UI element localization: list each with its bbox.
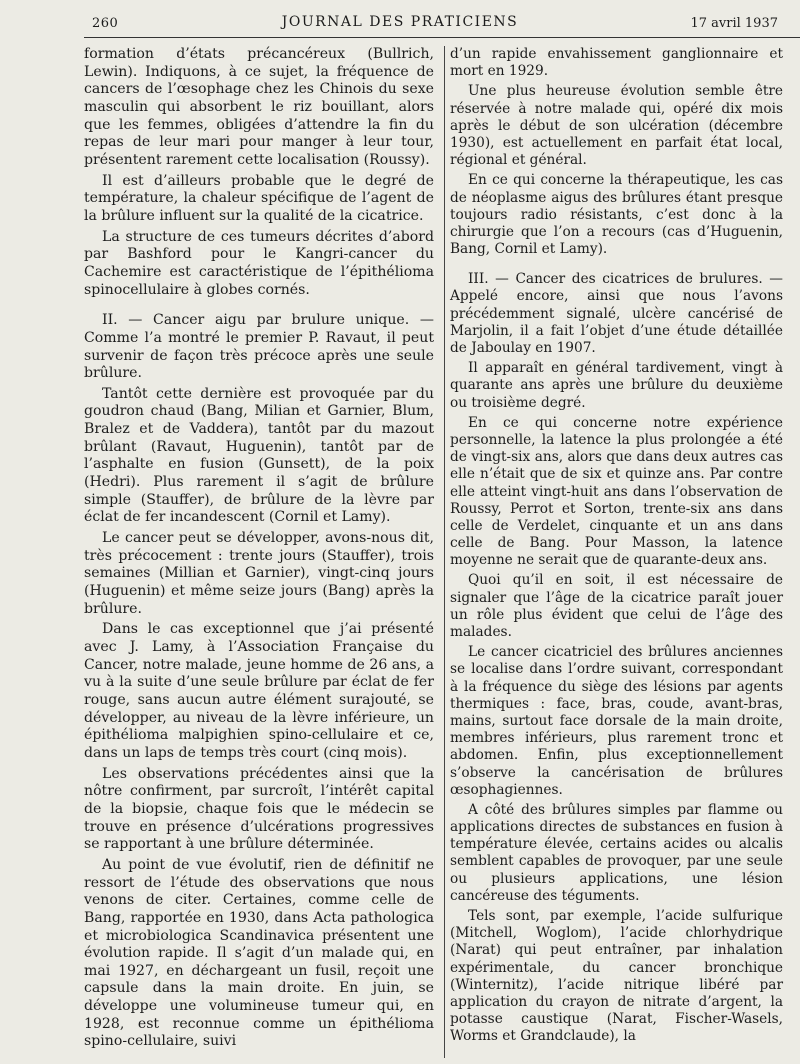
page-number: 260 (92, 16, 119, 31)
paragraph: Le cancer cicatriciel des brûlures anciennes se localise dans l’ordre suivant, correspondant à la fréquence du siège des lésions par agents thermiques : face, bras, coude, avant-bras, mains, surtout face dorsale de la main droite, membres inférieurs, plus rarement tronc et abdomen. Enfin, plus exceptionnellement s’observe la cancérisation de brûlures œsophagiennes. (450, 644, 783, 798)
left-column (84, 46, 434, 1051)
section-heading-paragraph: II. — Cancer aigu par brulure unique. — Comme l’a montré le premier P. Ravaut, il peut survenir de façon très précoce après une seule brûlure. (84, 312, 434, 382)
paragraph: Tantôt cette dernière est provoquée par du goudron chaud (Bang, Milian et Garnier, Blum, Bralez et de Vaddera), tantôt par du mazout brûlant (Ravaut, Huguenin), tantôt par de l’asphalte en fusion (Gunsett), de la poix (Hedri). Plus rarement il s’agit de brûlure simple (Stauffer), de brûlure de la lèvre par éclat de fer incandescent (Cornil et Lamy). (84, 385, 434, 526)
paragraph: Le cancer peut se développer, avons-nous dit, très précocement : trente jours (Stauffer), trois semaines (Millian et Garnier), vingt-cinq jours (Huguenin) et même seize jours (Bang) après la brûlure. (84, 530, 434, 617)
page-header (0, 0, 800, 40)
paragraph: Tels sont, par exemple, l’acide sulfurique (Mitchell, Woglom), l’acide chlorhydrique (Narat) qui peut entraîner, par inhalation expérimentale, du cancer bronchique (Winternitz), l’acide nitrique libéré par application du crayon de nitrate d’argent, la potasse caustique (Narat, Fischer-Wasels, Worms et Grandclaude), la (450, 908, 783, 1045)
issue-date: 17 avril 1937 (690, 16, 778, 31)
paragraph: Quoi qu’il en soit, il est nécessaire de signaler que l’âge de la cicatrice paraît jouer un rôle plus évident que celui de l’âge des malades. (450, 572, 783, 640)
paragraph: En ce qui concerne la thérapeutique, les cas de néoplasme aigus des brûlures étant presque toujours radio résistants, c’est donc à la chirurgie que l’on a recours (cas d’Huguenin, Bang, Cornil et Lamy). (450, 172, 783, 258)
paragraph: d’un rapide envahissement ganglionnaire et mort en 1929. (450, 46, 783, 80)
paragraph: Une plus heureuse évolution semble être réservée à notre malade qui, opéré dix mois après le début de son ulcération (décembre 1930), est actuellement en parfait état local, régional et général. (450, 83, 783, 169)
paragraph: Au point de vue évolutif, rien de définitif ne ressort de l’étude des observations que nous venons de citer. Certaines, comme celle de Bang, rapportée en 1930, dans Acta pathologica et microbiologica Scandinavica présentent une évolution rapide. Il s’agit d’un malade qui, en mai 1927, en déchargeant un fusil, reçoit une capsule dans la main droite. En juin, se développe une volumineuse tumeur qui, en 1928, est reconnue comme un épithélioma spino-cellulaire, suivi (84, 856, 434, 1050)
journal-title: JOURNAL DES PRATICIENS (281, 14, 519, 30)
paragraph: La structure de ces tumeurs décrites d’abord par Bashford pour le Kangri-cancer du Cachemire est caractéristique de l’épithélioma spinocellulaire à globes cornés. (84, 228, 434, 298)
paragraph: formation d’états précancéreux (Bullrich, Lewin). Indiquons, à ce sujet, la fréquence de cancers de l’œsophage chez les Chinois du sexe masculin qui absorbent le riz bouillant, alors que les femmes, obligées d’attendre la fin du repas de leur mari pour manger à leur tour, présentent rarement cette localisation (Roussy). (84, 46, 434, 168)
paragraph: En ce qui concerne notre expérience personnelle, la latence la plus prolongée a été de vingt-six ans, alors que dans deux autres cas elle n’était que de six et quinze ans. Par contre elle atteint vingt-huit ans dans l’observation de Roussy, Perrot et Sorton, trente-six ans dans celle de Verdelet, cinquante et un ans dans celle de Bang. Pour Masson, la latence moyenne ne serait que de quarante-deux ans. (450, 414, 783, 569)
paragraph: Dans le cas exceptionnel que j’ai présenté avec J. Lamy, à l’Association Française du Cancer, notre malade, jeune homme de 26 ans, a vu à la suite d’une seule brûlure par éclat de fer rouge, sans aucun autre élément surajouté, se développer, au niveau de la lèvre inférieure, un épithélioma malpighien spino-cellulaire et ce, dans un laps de temps très court (cinq mois). (84, 621, 434, 761)
column-divider (444, 46, 445, 1058)
paragraph: Il est d’ailleurs probable que le degré de température, la chaleur spécifique de l’agent de la brûlure influent sur la qualité de la cicatrice. (84, 172, 434, 224)
section-heading-paragraph: III. — Cancer des cicatrices de brulures. — Appelé encore, ainsi que nous l’avons précédemment signalé, ulcère cancérisé de Marjolin, il a fait l’objet d’une étude détaillée de Jaboulay en 1907. (450, 271, 783, 356)
right-column (450, 46, 783, 1046)
header-rule (84, 37, 800, 38)
paragraph: Il apparaît en général tardivement, vingt à quarante ans après une brûlure du deuxième ou troisième degré. (450, 360, 783, 411)
paragraph: A côté des brûlures simples par flamme ou applications directes de substances en fusion à température élevée, certains acides ou alcalis semblent capables de provoquer, par une seule ou plusieurs applications, une lésion cancéreuse des téguments. (450, 801, 783, 904)
paragraph: Les observations précédentes ainsi que la nôtre confirment, par surcroît, l’intérêt capital de la biopsie, chaque fois que le médecin se trouve en présence d’ulcérations progressives se rapportant à une brûlure déterminée. (84, 765, 434, 853)
